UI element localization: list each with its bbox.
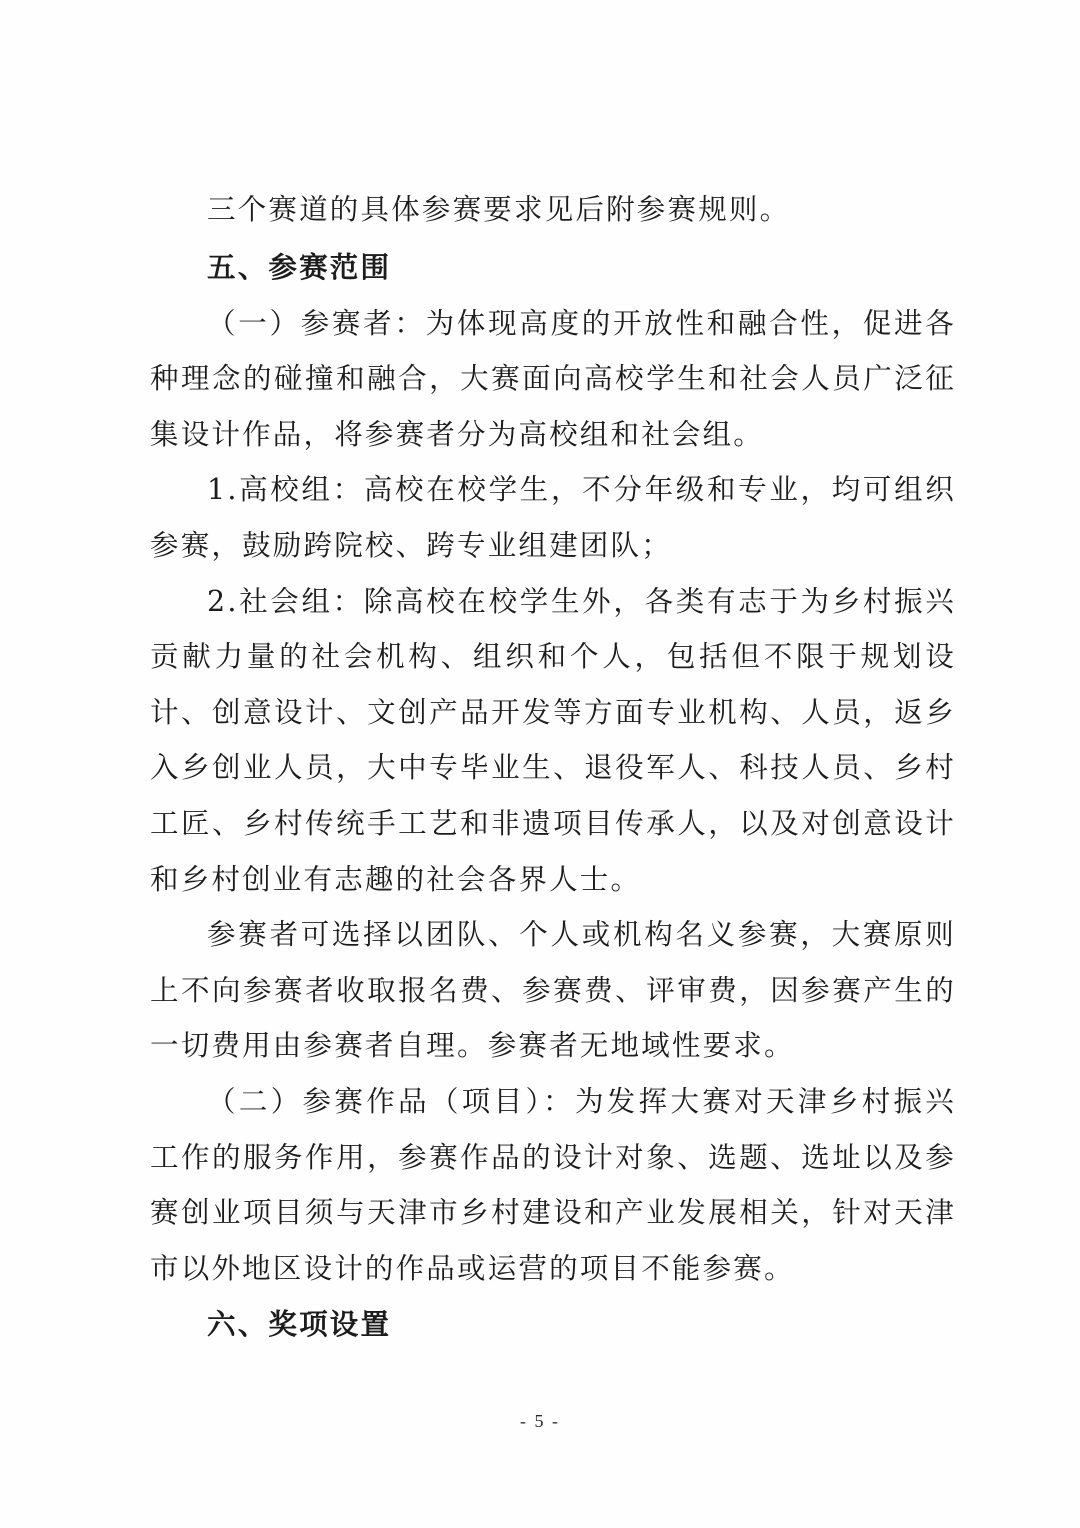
paragraph-participants: （一）参赛者：为体现高度的开放性和融合性，促进各种理念的碰撞和融合，大赛面向高校学生和社会人员广泛征集设计作品，将参赛者分为高校组和社会组。	[150, 306, 956, 451]
paragraph-fees: 参赛者可选择以团队、个人或机构名义参赛，大赛原则上不向参赛者收取报名费、参赛费、评审费，因参赛产生的一切费用由参赛者自理。参赛者无地域性要求。	[150, 918, 956, 1063]
page-number: - 5 -	[520, 1411, 560, 1431]
document-body	[150, 182, 956, 1353]
paragraph-social-group: 2.社会组：除高校在校学生外，各类有志于为乡村振兴贡献力量的社会机构、组织和个人，包括但不限于规划设计、创意设计、文创产品开发等方面专业机构、人员，返乡入乡创业人员，大中专毕业生、退役军人、科技人员、乡村工匠、乡村传统手工艺和非遗项目传承人，以及对创意设计和乡村创业有志趣的社会各界人士。	[150, 584, 956, 896]
section-heading-awards: 六、奖项设置	[207, 1308, 392, 1342]
section-heading-scope: 五、参赛范围	[207, 250, 392, 284]
paragraph-track-requirements: 三个赛道的具体参赛要求见后附参赛规则。	[207, 193, 791, 226]
paragraph-entries: （二）参赛作品（项目）：为发挥大赛对天津乡村振兴工作的服务作用，参赛作品的设计对象、选题、选址以及参赛创业项目须与天津市乡村建设和产业发展相关，针对天津市以外地区设计的作品或运营的项目不能参赛。	[150, 1084, 956, 1285]
paragraph-university-group: 1.高校组：高校在校学生，不分年级和专业，均可组织参赛，鼓励跨院校、跨专业组建团队；	[150, 473, 956, 562]
